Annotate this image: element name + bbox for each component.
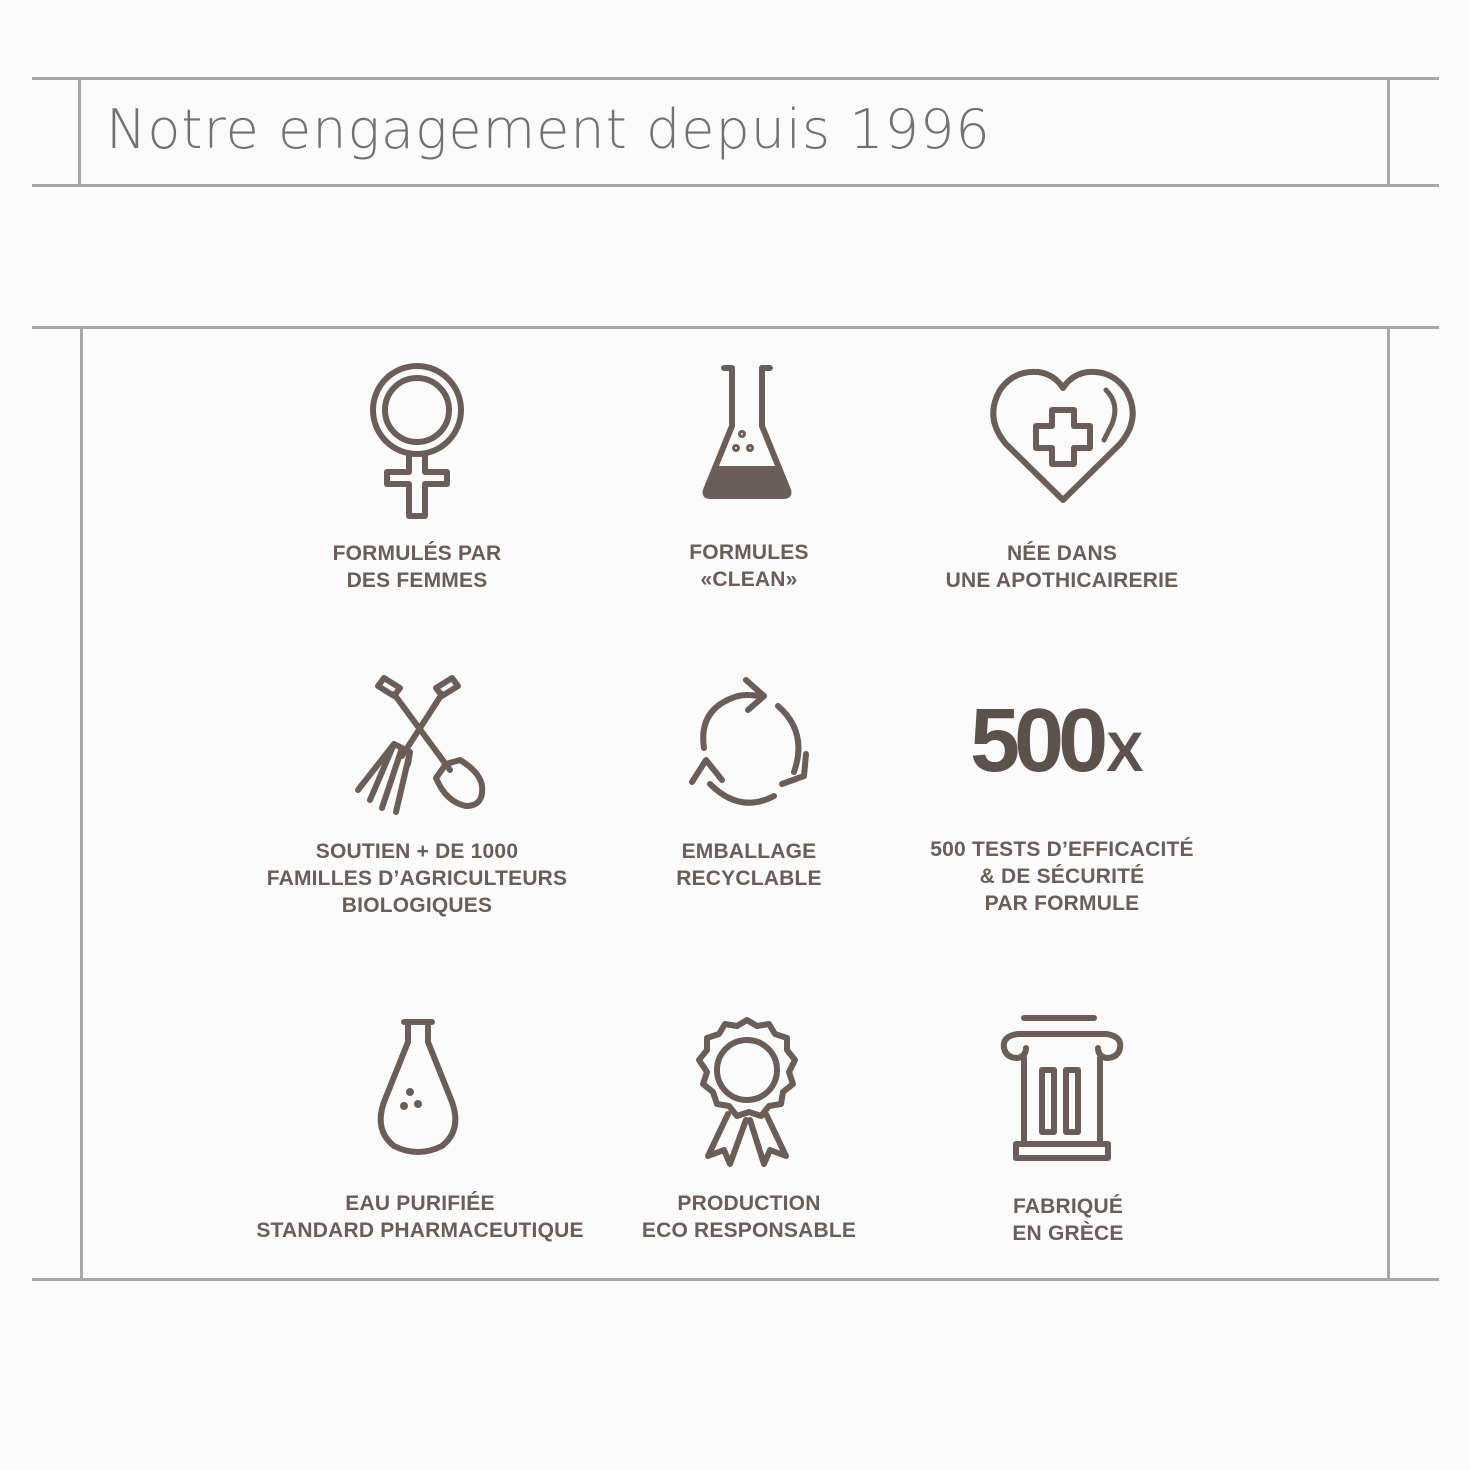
header-bottom-border [32, 184, 1439, 187]
caption-line: FORMULES [689, 541, 809, 564]
caption-line: NÉE DANS [1006, 542, 1118, 565]
caption-line: EAU PURIFIÉE [345, 1192, 495, 1215]
panel-bottom-border [32, 1278, 1439, 1281]
greek-column-icon [998, 1014, 1126, 1164]
female-symbol-icon [365, 362, 469, 524]
caption-line: FABRIQUÉ [1012, 1195, 1124, 1218]
caption-line: 500 TESTS D’EFFICACITÉ [930, 838, 1194, 861]
caption-line: PAR FORMULE [984, 892, 1140, 915]
heart-cross-icon [990, 368, 1136, 504]
panel-top-border [32, 326, 1439, 329]
caption-line: FAMILLES D’AGRICULTEURS [266, 867, 568, 890]
header-right-border [1387, 77, 1390, 187]
caption-line: STANDARD PHARMACEUTIQUE [256, 1219, 584, 1242]
header-left-border [78, 77, 81, 187]
recycle-icon [686, 674, 810, 810]
page-title: Notre engagement depuis 1996 [106, 98, 991, 161]
award-ribbon-icon [694, 1016, 800, 1168]
lab-flask-icon [700, 364, 794, 502]
round-flask-icon [374, 1018, 462, 1158]
tests-count: 500X [970, 691, 1144, 791]
caption-line: & DE SÉCURITÉ [979, 865, 1145, 888]
caption-line: DES FEMMES [346, 569, 488, 592]
caption-line: ECO RESPONSABLE [641, 1219, 857, 1242]
caption-line: EN GRÈCE [1012, 1222, 1124, 1245]
caption-line: PRODUCTION [677, 1192, 821, 1215]
caption-line: UNE APOTHICAIRERIE [945, 569, 1179, 592]
caption-line: BIOLOGIQUES [341, 894, 493, 917]
caption-line: «CLEAN» [700, 568, 798, 591]
fork-shovel-icon [350, 674, 486, 818]
caption-line: SOUTIEN + DE 1000 [315, 840, 519, 863]
panel-right-border [1387, 326, 1390, 1281]
caption-line: FORMULÉS PAR [332, 542, 502, 565]
caption-line: RECYCLABLE [676, 867, 822, 890]
header-top-border [32, 77, 1439, 80]
panel-left-border [80, 326, 83, 1281]
caption-line: EMBALLAGE [681, 840, 817, 863]
